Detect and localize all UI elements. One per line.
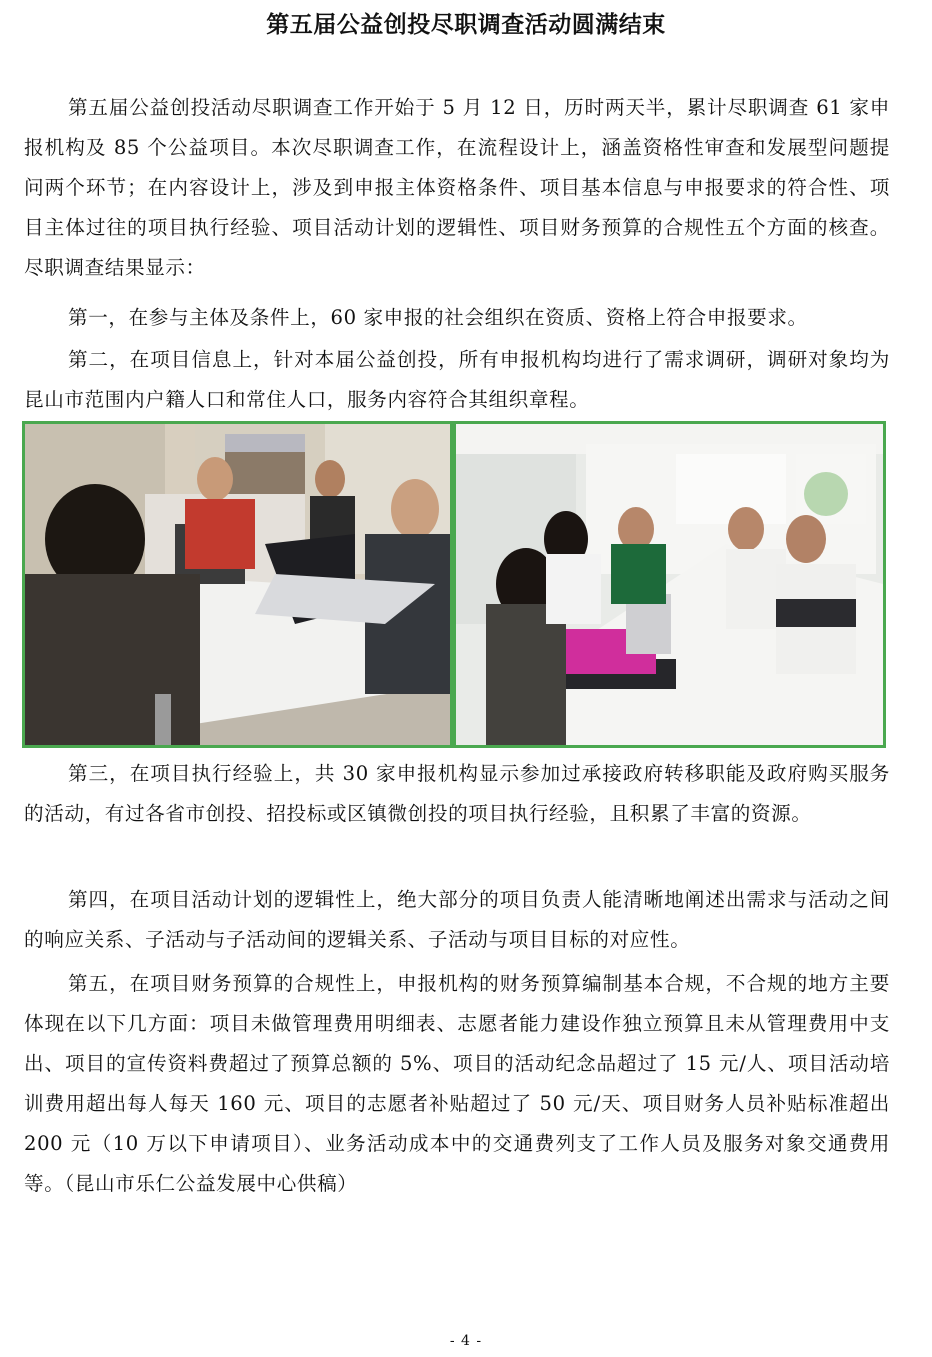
page-number: - 4 - bbox=[449, 1333, 483, 1349]
paragraph-fourth: 第四，在项目活动计划的逻辑性上，绝大部分的项目负责人能清晰地阐述出需求与活动之间的响应关系、子活动与子活动间的逻辑关系、子活动与项目目标的对应性。 bbox=[24, 888, 890, 951]
page-title: 第五届公益创投尽职调查活动圆满结束 bbox=[266, 11, 666, 38]
paragraph-intro: 第五届公益创投活动尽职调查工作开始于 5 月 12 日，历时两天半，累计尽职调查 61 家申报机构及 85 个公益项目。本次尽职调查工作，在流程设计上，涵盖资格性审查和发展型问题提问两个环节；在内容设计上，涉及到申报主体资格条件、项目基本信息与申报要求的符合性、项目主体过往的项目执行经验、项目活动计划的逻辑性、项目财务预算的合规性五个方面的核查。尽职调查结果显示： bbox=[24, 96, 890, 279]
paragraph-first: 第一，在参与主体及条件上，60 家申报的社会组织在资质、资格上符合申报要求。 bbox=[68, 306, 808, 329]
paragraph-fifth: 第五，在项目财务预算的合规性上，申报机构的财务预算编制基本合规，不合规的地方主要体现在以下几方面：项目未做管理费用明细表、志愿者能力建设作独立预算且未从管理费用中支出、项目的宣传资料费超过了预算总额的 5%、项目的活动纪念品超过了 15 元/人、项目活动培训费用超出每人每天 160 元、项目的志愿者补贴超过了 50 元/天、项目财务人员补贴标准超出 200 元（10 万以下申请项目）、业务活动成本中的交通费列支了工作人员及服务对象交通费用等。（昆山市乐仁公益发展中心供稿） bbox=[24, 972, 890, 1195]
photo-interview-left-image bbox=[25, 424, 450, 745]
photo-interview-right-image bbox=[456, 424, 883, 745]
photo-interview-right bbox=[453, 421, 886, 748]
photo-interview-left bbox=[22, 421, 453, 748]
photo-row bbox=[22, 421, 886, 748]
paragraph-third: 第三，在项目执行经验上，共 30 家申报机构显示参加过承接政府转移职能及政府购买服务的活动，有过各省市创投、招投标或区镇微创投的项目执行经验，且积累了丰富的资源。 bbox=[24, 762, 890, 825]
paragraph-second: 第二，在项目信息上，针对本届公益创投，所有申报机构均进行了需求调研，调研对象均为昆山市范围内户籍人口和常住人口，服务内容符合其组织章程。 bbox=[24, 348, 890, 411]
